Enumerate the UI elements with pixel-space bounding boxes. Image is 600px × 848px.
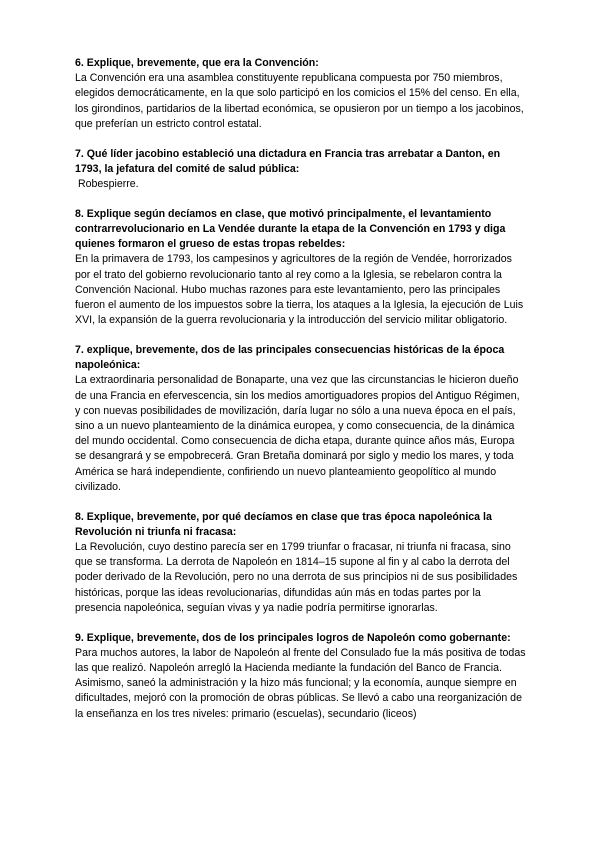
qa-section-vendee <box>75 207 527 329</box>
answer-paragraph: Robespierre. <box>75 178 139 191</box>
qa-section-consecuencias-napoleonicas <box>75 343 527 495</box>
document-page <box>75 56 527 736</box>
answer-paragraph: Para muchos autores, la labor de Napoleón al frente del Consulado fue la más positiva de todas las que realizó. Napoleón arregló la Hacienda mediante la fundación del Banco de Francia. Asimismo, saneó la administración y la hizo más funcional; y la economía, aunque siempre en dificultades, mejoró con la promoción de obras públicas. Se llevó a cabo una reorganización de la enseñanza en los tres niveles: primario (escuelas), secundario (liceos) <box>75 646 526 720</box>
question-heading: 7. explique, brevemente, dos de las principales consecuencias históricas de la época napoleónica: <box>75 344 505 372</box>
answer-paragraph: En la primavera de 1793, los campesinos y agricultores de la región de Vendée, horrorizados por el trato del gobierno revolucionario tanto al rey como a la Iglesia, se rebelaron contra la Convención Nacional. Hubo muchas razones para este levantamiento, pero las principales fueron el aumento de los impuestos sobre la tierra, los ataques a la Iglesia, la ejecución de Luis XVI, la expansión de la guerra revolucionaria y la introducción del servicio militar obligatorio. <box>75 253 524 327</box>
qa-section-revolucion <box>75 510 527 616</box>
qa-section-lider-jacobino <box>75 147 527 193</box>
answer-paragraph: La extraordinaria personalidad de Bonaparte, una vez que las circunstancias le hicieron dueño de una Francia en efervescencia, sin los medios amortiguadores propios del Antiguo Régimen, y con nuevas posibilidades de movilización, daría lugar no sólo a una nueva época en el país, sino a un nuevo planteamiento de la dinámica europea, y como consecuencia, de la dinámica del mundo occidental. Como consecuencia de dicha etapa, durante quince años más, Europa se desangrará y se empobrecerá. Gran Bretaña dominará por siglo y medio los mares, y toda América se hará independiente, confiriendo un nuevo planteamiento geopolítico al mundo civilizado. <box>75 374 520 493</box>
question-heading: 7. Qué líder jacobino estableció una dictadura en Francia tras arrebatar a Danton, en 1793, la jefatura del comité de salud pública: <box>75 147 501 175</box>
answer-paragraph: La Convención era una asamblea constituyente republicana compuesta por 750 miembros, elegidos democráticamente, en la que solo participó en los comicios el 15% del censo. En ella, los girondinos, partidarios de la libertad económica, se opusieron por un tiempo a los jacobinos, que preferían un estricto control estatal. <box>75 72 524 130</box>
question-heading: 6. Explique, brevemente, que era la Convención: <box>75 57 319 69</box>
question-heading: 9. Explique, brevemente, dos de los principales logros de Napoleón como gobernante: <box>75 631 511 644</box>
qa-section-logros-napoleon <box>75 631 527 722</box>
qa-section-convencion <box>75 56 527 132</box>
answer-paragraph: La Revolución, cuyo destino parecía ser en 1799 triunfar o fracasar, ni triunfa ni fracasa, sino que se transforma. La derrota de Napoleón en 1814–15 supone al fin y al cabo la derrota del poder derivado de la Revolución, pero no una derrota de sus principios ni de sus posibilidades históricas, porque las ideas revolucionarias, difundidas aún más en todas partes por la presencia napoleónica, seguían vivas y ya nadie podría permitirse ignorarlas. <box>75 541 518 614</box>
question-heading: 8. Explique, brevemente, por qué decíamos en clase que tras época napoleónica la Revolución ni triunfa ni fracasa: <box>75 510 492 538</box>
question-heading: 8. Explique según decíamos en clase, que motivó principalmente, el levantamiento contrarrevolucionario en La Vendée durante la etapa de la Convención en 1793 y diga quienes formaron el grueso de estas tropas rebeldes: <box>75 207 506 251</box>
